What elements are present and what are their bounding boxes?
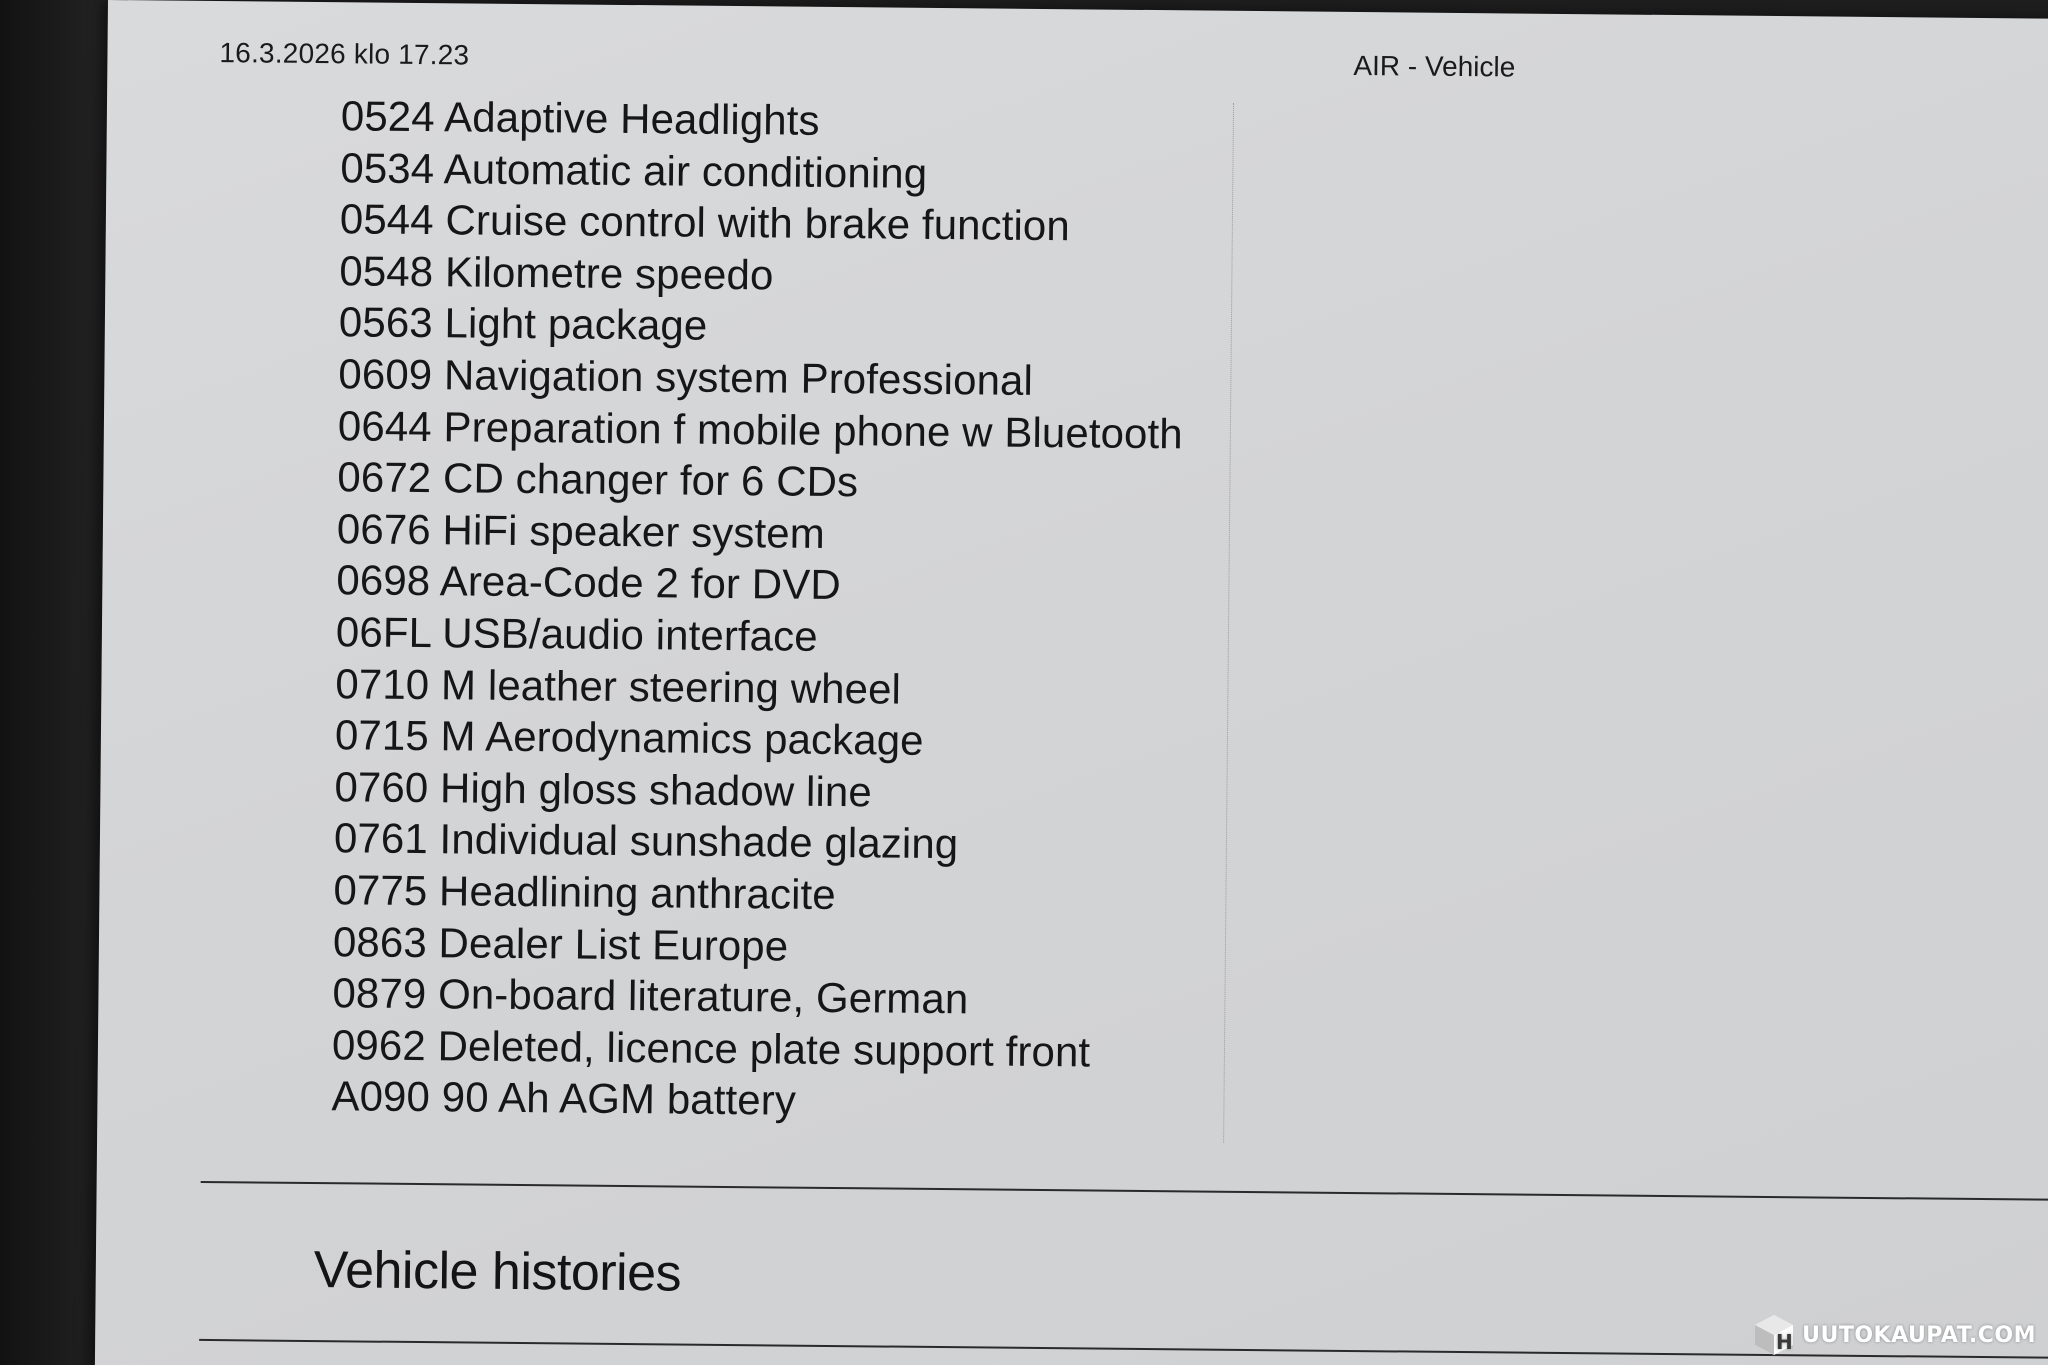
- document-title: AIR - Vehicle: [1353, 49, 1516, 83]
- cube-h-logo-icon: [1752, 1313, 1796, 1357]
- print-date: 16.3.2026 klo 17.23: [219, 37, 470, 71]
- printed-document: [95, 0, 2048, 1365]
- list-item: 0698 Area-Code 2 for DVD: [336, 556, 842, 609]
- list-item: 0534 Automatic air conditioning: [340, 143, 928, 197]
- list-item: 0710 M leather steering wheel: [335, 659, 902, 713]
- list-item: 0962 Deleted, licence plate support front: [331, 1020, 1091, 1076]
- list-item: 0548 Kilometre speedo: [339, 247, 774, 299]
- list-item: 0544 Cruise control with brake function: [339, 195, 1071, 250]
- section-divider: [201, 1181, 2048, 1201]
- list-item: 06FL USB/audio interface: [335, 608, 818, 660]
- list-item: 0715 M Aerodynamics package: [334, 711, 924, 764]
- list-item: 0775 Headlining anthracite: [333, 866, 836, 918]
- list-item: 0863 Dealer List Europe: [332, 917, 789, 970]
- equipment-options-list: [331, 90, 1186, 1130]
- list-item: 0609 Navigation system Professional: [338, 350, 1034, 404]
- column-divider: [1223, 103, 1234, 1143]
- section-heading: Vehicle histories: [313, 1241, 682, 1303]
- list-item: 0563 Light package: [338, 298, 708, 350]
- list-item: 0761 Individual sunshade glazing: [333, 814, 959, 868]
- list-item: 0676 HiFi speaker system: [336, 504, 826, 557]
- list-item: 0672 CD changer for 6 CDs: [337, 453, 859, 506]
- svg-text:H: H: [1776, 1330, 1794, 1354]
- list-item: 0760 High gloss shadow line: [334, 762, 873, 816]
- list-item: A090 90 Ah AGM battery: [331, 1072, 797, 1124]
- watermark-text: UUTOKAUPAT.COM: [1802, 1322, 2036, 1348]
- list-item: 0644 Preparation f mobile phone w Bluetooth: [337, 401, 1183, 457]
- site-watermark: [1752, 1313, 2036, 1357]
- list-item: 0524 Adaptive Headlights: [340, 92, 820, 144]
- list-item: 0879 On-board literature, German: [332, 969, 969, 1023]
